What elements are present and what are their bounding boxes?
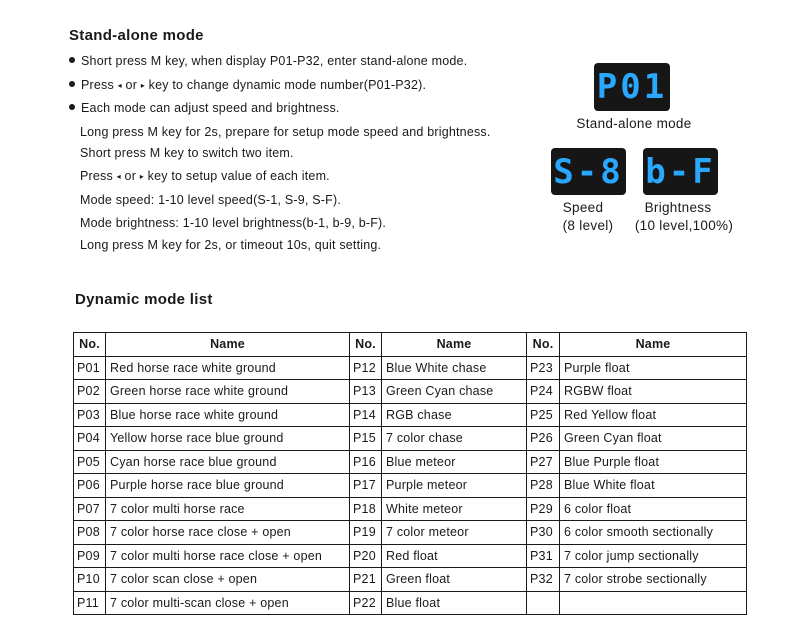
left-arrow-icon: ◂ bbox=[117, 81, 122, 90]
mode-name-cell: Blue horse race white ground bbox=[106, 403, 350, 427]
mode-name-cell: 7 color multi horse race close + open bbox=[106, 544, 350, 568]
mode-name-cell: Red float bbox=[382, 544, 527, 568]
mode-name-cell: 7 color strobe sectionally bbox=[560, 568, 747, 592]
mode-name-cell: Red horse race white ground bbox=[106, 356, 350, 380]
mode-number-cell: P17 bbox=[350, 474, 382, 498]
mode-number-cell: P12 bbox=[350, 356, 382, 380]
speed-display: S-8 bbox=[551, 148, 626, 195]
speed-caption: Speed bbox=[562, 200, 604, 215]
left-arrow-icon: ◂ bbox=[116, 172, 121, 181]
mode-list-title: Dynamic mode list bbox=[75, 291, 213, 308]
mode-table bbox=[73, 332, 747, 615]
mode-name-cell: 7 color horse race close + open bbox=[106, 521, 350, 545]
mode-name-cell: Blue float bbox=[382, 591, 527, 615]
mode-number-cell: P01 bbox=[74, 356, 106, 380]
mode-name-cell: RGB chase bbox=[382, 403, 527, 427]
instruction-line: Press ◂ or ▸ key to setup value of each item. bbox=[80, 169, 330, 183]
mode-number-cell: P19 bbox=[350, 521, 382, 545]
speed-level-caption: (8 level) bbox=[562, 218, 614, 233]
mode-number-cell: P26 bbox=[527, 427, 560, 451]
mode-name-cell: Green Cyan float bbox=[560, 427, 747, 451]
mode-number-cell: P23 bbox=[527, 356, 560, 380]
mode-display-caption: Stand-alone mode bbox=[576, 116, 692, 131]
mode-number-cell: P29 bbox=[527, 497, 560, 521]
header-no: No. bbox=[527, 333, 560, 357]
mode-number-cell: P28 bbox=[527, 474, 560, 498]
mode-name-cell: 6 color float bbox=[560, 497, 747, 521]
mode-number-cell: P09 bbox=[74, 544, 106, 568]
table-row bbox=[74, 427, 747, 451]
table-row bbox=[74, 521, 747, 545]
table-row bbox=[74, 474, 747, 498]
table-row bbox=[74, 497, 747, 521]
brightness-caption: Brightness bbox=[644, 200, 712, 215]
mode-name-cell: 7 color chase bbox=[382, 427, 527, 451]
mode-number-cell: P16 bbox=[350, 450, 382, 474]
mode-number-cell: P08 bbox=[74, 521, 106, 545]
table-row bbox=[74, 591, 747, 615]
mode-name-cell: Cyan horse race blue ground bbox=[106, 450, 350, 474]
mode-name-cell: White meteor bbox=[382, 497, 527, 521]
mode-number-cell: P18 bbox=[350, 497, 382, 521]
header-no: No. bbox=[74, 333, 106, 357]
mode-number-cell: P22 bbox=[350, 591, 382, 615]
mode-name-cell: Green float bbox=[382, 568, 527, 592]
header-name: Name bbox=[560, 333, 747, 357]
instruction-line: Mode speed: 1-10 level speed(S-1, S-9, S-F). bbox=[80, 193, 342, 207]
mode-name-cell: Purple float bbox=[560, 356, 747, 380]
mode-name-cell: Yellow horse race blue ground bbox=[106, 427, 350, 451]
mode-name-cell: Purple horse race blue ground bbox=[106, 474, 350, 498]
mode-number-cell: P31 bbox=[527, 544, 560, 568]
mode-number-cell: P21 bbox=[350, 568, 382, 592]
table-row bbox=[74, 380, 747, 404]
mode-number-cell: P14 bbox=[350, 403, 382, 427]
mode-name-cell: RGBW float bbox=[560, 380, 747, 404]
brightness-level-caption: (10 level,100%) bbox=[634, 218, 734, 233]
table-row bbox=[74, 544, 747, 568]
mode-name-cell: 7 color multi-scan close + open bbox=[106, 591, 350, 615]
mode-number-cell: P27 bbox=[527, 450, 560, 474]
mode-number-cell: P10 bbox=[74, 568, 106, 592]
mode-name-cell: Purple meteor bbox=[382, 474, 527, 498]
standalone-title: Stand-alone mode bbox=[69, 27, 204, 44]
mode-display: P01 bbox=[594, 63, 670, 111]
instruction-line: Short press M key to switch two item. bbox=[80, 146, 294, 160]
right-arrow-icon: ▸ bbox=[140, 81, 145, 90]
instruction-line: Each mode can adjust speed and brightness. bbox=[69, 101, 340, 115]
mode-name-cell: 7 color scan close + open bbox=[106, 568, 350, 592]
mode-number-cell: P24 bbox=[527, 380, 560, 404]
bullet-icon bbox=[69, 57, 75, 63]
mode-name-cell: Green Cyan chase bbox=[382, 380, 527, 404]
mode-name-cell: 7 color jump sectionally bbox=[560, 544, 747, 568]
mode-number-cell: P32 bbox=[527, 568, 560, 592]
instruction-line: Short press M key, when display P01-P32, enter stand-alone mode. bbox=[69, 54, 467, 68]
header-name: Name bbox=[382, 333, 527, 357]
instruction-line: Long press M key for 2s, prepare for setup mode speed and brightness. bbox=[80, 125, 491, 139]
mode-number-cell: P05 bbox=[74, 450, 106, 474]
mode-number-cell: P11 bbox=[74, 591, 106, 615]
mode-name-cell: Blue meteor bbox=[382, 450, 527, 474]
instruction-line: Mode brightness: 1-10 level brightness(b-1, b-9, b-F). bbox=[80, 216, 387, 230]
table-row bbox=[74, 568, 747, 592]
mode-number-cell: P04 bbox=[74, 427, 106, 451]
bullet-icon bbox=[69, 104, 75, 110]
instruction-line: Press ◂ or ▸ key to change dynamic mode number(P01-P32). bbox=[69, 78, 426, 92]
mode-name-cell: 7 color meteor bbox=[382, 521, 527, 545]
mode-number-cell: P30 bbox=[527, 521, 560, 545]
right-arrow-icon: ▸ bbox=[139, 172, 144, 181]
brightness-display: b-F bbox=[643, 148, 718, 195]
bullet-icon bbox=[69, 81, 75, 87]
mode-name-cell: Red Yellow float bbox=[560, 403, 747, 427]
mode-name-cell bbox=[560, 591, 747, 615]
mode-name-cell: Blue White chase bbox=[382, 356, 527, 380]
mode-name-cell: Blue White float bbox=[560, 474, 747, 498]
table-row bbox=[74, 356, 747, 380]
table-header-row bbox=[74, 333, 747, 357]
mode-name-cell: 6 color smooth sectionally bbox=[560, 521, 747, 545]
mode-number-cell: P20 bbox=[350, 544, 382, 568]
mode-name-cell: 7 color multi horse race bbox=[106, 497, 350, 521]
table-row bbox=[74, 450, 747, 474]
header-name: Name bbox=[106, 333, 350, 357]
instruction-line: Long press M key for 2s, or timeout 10s, quit setting. bbox=[80, 238, 382, 252]
mode-number-cell bbox=[527, 591, 560, 615]
mode-number-cell: P15 bbox=[350, 427, 382, 451]
mode-number-cell: P06 bbox=[74, 474, 106, 498]
header-no: No. bbox=[350, 333, 382, 357]
mode-number-cell: P13 bbox=[350, 380, 382, 404]
mode-number-cell: P07 bbox=[74, 497, 106, 521]
mode-name-cell: Green horse race white ground bbox=[106, 380, 350, 404]
mode-number-cell: P02 bbox=[74, 380, 106, 404]
table-row bbox=[74, 403, 747, 427]
mode-number-cell: P25 bbox=[527, 403, 560, 427]
mode-name-cell: Blue Purple float bbox=[560, 450, 747, 474]
mode-number-cell: P03 bbox=[74, 403, 106, 427]
